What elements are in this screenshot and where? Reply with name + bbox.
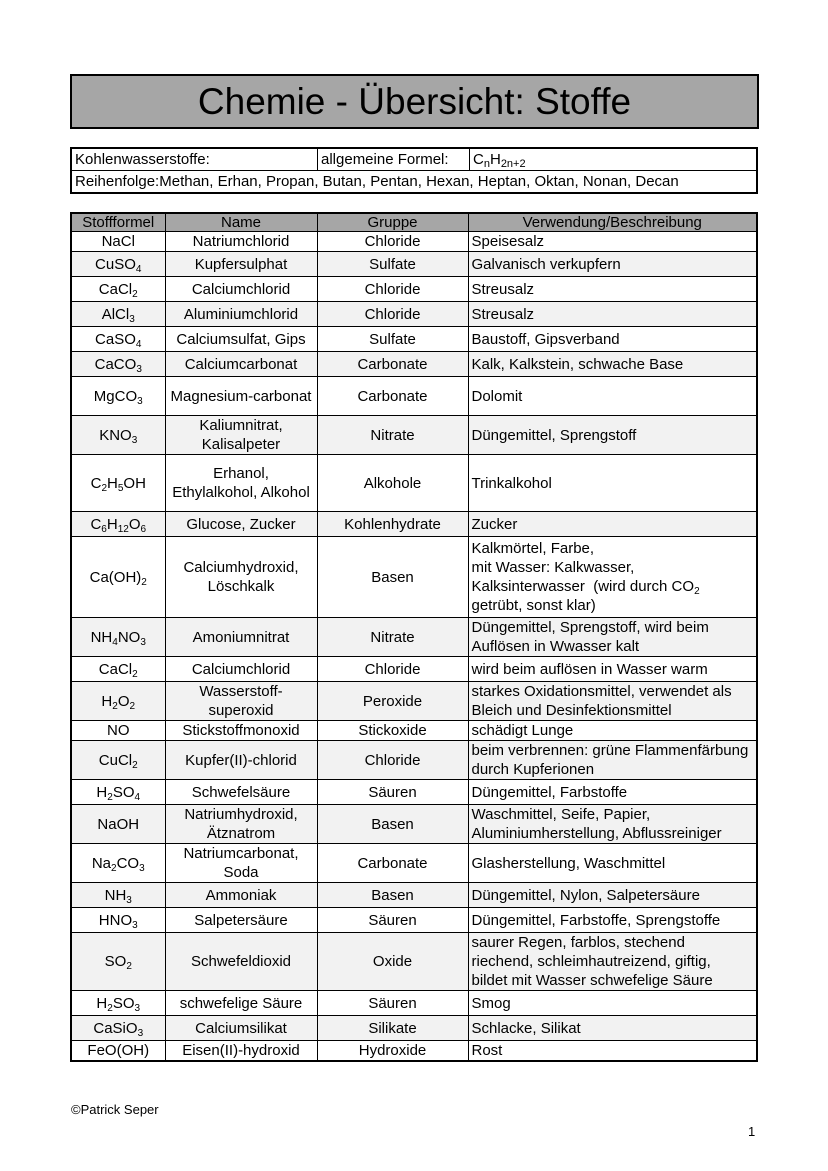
formula-cell: $H_2SO_3$ <box>71 991 165 1016</box>
hydrocarbon-formula-row <box>71 148 757 171</box>
table-row <box>71 512 757 537</box>
use-cell: Kalk, Kalkstein, schwache Base <box>468 352 757 377</box>
table-row <box>71 252 757 277</box>
group-cell: Carbonate <box>317 844 468 883</box>
formula-cell: CaCO$_3$ <box>71 352 165 377</box>
substances-table <box>70 212 758 1062</box>
use-cell: beim verbrennen: grüne Flammenfärbung durch Kupferionen <box>468 741 757 780</box>
name-cell: Calciumsilikat <box>165 1016 317 1041</box>
formula-cell: $H_2SO_4$ <box>71 780 165 805</box>
formula-cell: NaCl <box>71 232 165 252</box>
group-cell: Peroxide <box>317 682 468 721</box>
use-cell: Zucker <box>468 512 757 537</box>
use-cell: Düngemittel, Sprengstoff <box>468 416 757 455</box>
use-cell: Rost <box>468 1041 757 1062</box>
use-cell: Düngemittel, Sprengstoff, wird beim Auflösen in Wwasser kalt <box>468 618 757 657</box>
formula-cell: NaOH <box>71 805 165 844</box>
name-cell: Stickstoffmonoxid <box>165 721 317 741</box>
use-cell: Streusalz <box>468 277 757 302</box>
group-cell: Hydroxide <box>317 1041 468 1062</box>
name-cell: Eisen(II)-hydroxid <box>165 1041 317 1062</box>
use-cell: wird beim auflösen in Wasser warm <box>468 657 757 682</box>
use-cell: Smog <box>468 991 757 1016</box>
header-formula: Stoffformel <box>71 213 165 232</box>
name-cell: Schwefelsäure <box>165 780 317 805</box>
group-cell: Alkohole <box>317 455 468 512</box>
formula-cell: AlCl$_3$ <box>71 302 165 327</box>
group-cell: Carbonate <box>317 377 468 416</box>
formula-cell: $NH_4NO_3$ <box>71 618 165 657</box>
group-cell: Chloride <box>317 232 468 252</box>
table-body <box>71 232 757 1062</box>
table-row <box>71 327 757 352</box>
table-row <box>71 682 757 721</box>
name-cell: Erhanol, Ethylalkohol, Alkohol <box>165 455 317 512</box>
formula-cell: $H_2O_2$ <box>71 682 165 721</box>
group-cell: Säuren <box>317 991 468 1016</box>
group-cell: Basen <box>317 883 468 908</box>
table-row <box>71 908 757 933</box>
group-cell: Kohlenhydrate <box>317 512 468 537</box>
group-cell: Nitrate <box>317 618 468 657</box>
header-use: Verwendung/Beschreibung <box>468 213 757 232</box>
table-row <box>71 805 757 844</box>
name-cell: Natriumchlorid <box>165 232 317 252</box>
name-cell: Kaliumnitrat, Kalisalpeter <box>165 416 317 455</box>
use-cell: saurer Regen, farblos, stechend riechend, schleimhautreizend, giftig, bildet mit Wasser schwefelige Säure <box>468 933 757 991</box>
formula-label: allgemeine Formel: <box>318 148 470 171</box>
table-row <box>71 657 757 682</box>
name-cell: Aluminiumchlorid <box>165 302 317 327</box>
table-row <box>71 1041 757 1062</box>
formula-cell: $C_6H_{12}O_6$ <box>71 512 165 537</box>
name-cell: Schwefeldioxid <box>165 933 317 991</box>
group-cell: Sulfate <box>317 252 468 277</box>
group-cell: Chloride <box>317 657 468 682</box>
group-cell: Basen <box>317 537 468 618</box>
use-cell: Galvanisch verkupfern <box>468 252 757 277</box>
formula-cell: $Ca(OH)_2$ <box>71 537 165 618</box>
name-cell: Natriumcarbonat, Soda <box>165 844 317 883</box>
name-cell: Calciumhydroxid, Löschkalk <box>165 537 317 618</box>
hydrocarbon-sequence-row <box>71 171 757 194</box>
use-cell: schädigt Lunge <box>468 721 757 741</box>
formula-cell: CaCl$_2$ <box>71 657 165 682</box>
name-cell: Calciumchlorid <box>165 277 317 302</box>
use-cell: Streusalz <box>468 302 757 327</box>
page-title: Chemie - Übersicht: Stoffe <box>70 74 759 129</box>
group-cell: Chloride <box>317 277 468 302</box>
formula-cell: $SO_2$ <box>71 933 165 991</box>
table-row <box>71 883 757 908</box>
sequence-cell <box>71 171 757 194</box>
hydrocarbon-label: Kohlenwasserstoffe: <box>71 148 318 171</box>
name-cell: Calciumcarbonat <box>165 352 317 377</box>
name-cell: Calciumsulfat, Gips <box>165 327 317 352</box>
formula-cell: CuSO$_4$ <box>71 252 165 277</box>
name-cell: Amoniumnitrat <box>165 618 317 657</box>
sequence-text: Methan, Erhan, Propan, Butan, Pentan, Hexan, Heptan, Oktan, Nonan, Decan <box>159 173 679 190</box>
use-cell: Düngemittel, Farbstoffe <box>468 780 757 805</box>
group-cell: Nitrate <box>317 416 468 455</box>
group-cell: Säuren <box>317 780 468 805</box>
formula-cell: CaCl$_2$ <box>71 277 165 302</box>
header-name: Name <box>165 213 317 232</box>
use-cell: Trinkalkohol <box>468 455 757 512</box>
page-number: 1 <box>748 1124 756 1139</box>
name-cell: Glucose, Zucker <box>165 512 317 537</box>
use-cell: Speisesalz <box>468 232 757 252</box>
name-cell: Kupfersulphat <box>165 252 317 277</box>
formula-cell: CuCl$_2$ <box>71 741 165 780</box>
formula-cell: $NH_3$ <box>71 883 165 908</box>
formula-cell: CaSO$_4$ <box>71 327 165 352</box>
table-row <box>71 232 757 252</box>
name-cell: Salpetersäure <box>165 908 317 933</box>
name-cell: Ammoniak <box>165 883 317 908</box>
group-cell: Silikate <box>317 1016 468 1041</box>
formula-cell: $C_2H_5OH$ <box>71 455 165 512</box>
table-row <box>71 721 757 741</box>
copyright: ©Patrick Seper <box>71 1102 159 1117</box>
use-cell: Dolomit <box>468 377 757 416</box>
group-cell: Carbonate <box>317 352 468 377</box>
table-row <box>71 302 757 327</box>
table-row <box>71 416 757 455</box>
table-row <box>71 537 757 618</box>
name-cell: Magnesium-carbonat <box>165 377 317 416</box>
formula-cell: $Na_2CO_3$ <box>71 844 165 883</box>
name-cell: Natriumhydroxid, Ätznatrom <box>165 805 317 844</box>
formula-cell: NO <box>71 721 165 741</box>
use-cell: Düngemittel, Nylon, Salpetersäure <box>468 883 757 908</box>
table-row <box>71 618 757 657</box>
use-cell: starkes Oxidationsmittel, verwendet als Bleich und Desinfektionsmittel <box>468 682 757 721</box>
table-row <box>71 991 757 1016</box>
table-row <box>71 352 757 377</box>
group-cell: Chloride <box>317 302 468 327</box>
use-cell: Baustoff, Gipsverband <box>468 327 757 352</box>
group-cell: Sulfate <box>317 327 468 352</box>
name-cell: Wasserstoff- superoxid <box>165 682 317 721</box>
formula-cell: $KNO_3$ <box>71 416 165 455</box>
name-cell: Kupfer(II)-chlorid <box>165 741 317 780</box>
use-cell: Glasherstellung, Waschmittel <box>468 844 757 883</box>
formula-cell: FeO(OH) <box>71 1041 165 1062</box>
general-formula: $C_nH_{2n+2}$ <box>470 148 758 171</box>
formula-cell: MgCO$_3$ <box>71 377 165 416</box>
hydrocarbon-info-table <box>70 147 758 194</box>
table-row <box>71 377 757 416</box>
table-row <box>71 780 757 805</box>
group-cell: Basen <box>317 805 468 844</box>
formula-cell: CaSiO$_3$ <box>71 1016 165 1041</box>
use-cell: Düngemittel, Farbstoffe, Sprengstoffe <box>468 908 757 933</box>
group-cell: Stickoxide <box>317 721 468 741</box>
table-header-row <box>71 213 757 232</box>
group-cell: Chloride <box>317 741 468 780</box>
use-cell: Schlacke, Silikat <box>468 1016 757 1041</box>
table-row <box>71 741 757 780</box>
table-row <box>71 455 757 512</box>
table-row <box>71 277 757 302</box>
header-group: Gruppe <box>317 213 468 232</box>
name-cell: Calciumchlorid <box>165 657 317 682</box>
sequence-label: Reihenfolge: <box>75 173 160 190</box>
name-cell: schwefelige Säure <box>165 991 317 1016</box>
formula-cell: $HNO_3$ <box>71 908 165 933</box>
group-cell: Oxide <box>317 933 468 991</box>
table-row <box>71 844 757 883</box>
use-cell: Waschmittel, Seife, Papier, Aluminiumherstellung, Abflussreiniger <box>468 805 757 844</box>
table-row <box>71 1016 757 1041</box>
group-cell: Säuren <box>317 908 468 933</box>
use-cell: Kalkmörtel, Farbe, mit Wasser: Kalkwasser, Kalksinterwasser (wird durch $CO_2$ getrübt, sonst klar) <box>468 537 757 618</box>
table-row <box>71 933 757 991</box>
